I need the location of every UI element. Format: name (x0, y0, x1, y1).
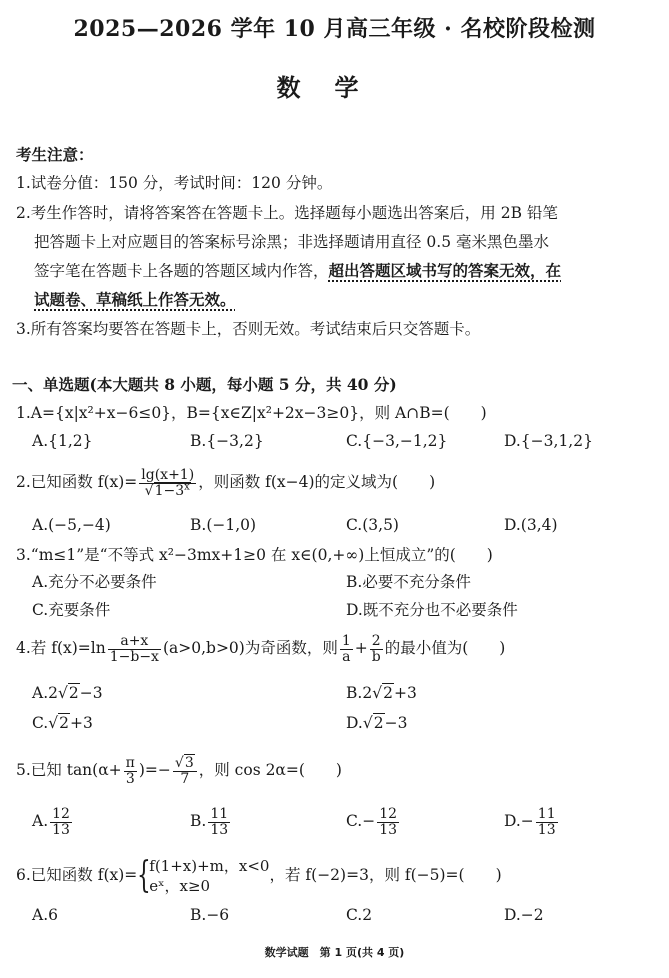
notice-item-2-line-3 (34, 260, 659, 282)
question-3-option-d: D.既不充分也不必要条件 (346, 601, 518, 619)
q5a-frac (50, 807, 72, 838)
question-5-option-b (190, 804, 232, 838)
notice-emphasis-2: 试题卷、草稿纸上作答无效。 (34, 290, 236, 309)
question-4-stem (16, 628, 659, 668)
question-6-option-a: A.6 (32, 906, 58, 924)
question-6-option-b: B.−6 (190, 906, 230, 924)
q5d-den: 13 (537, 821, 556, 838)
brace-symbol: { (137, 855, 152, 896)
q5b-den: 13 (210, 821, 229, 838)
question-5-pi-num: π (125, 754, 135, 771)
q4a-pre: A.2 (32, 684, 58, 702)
question-5-option-d (504, 804, 560, 838)
notice-item-2-line-4 (34, 289, 659, 311)
question-1-option-b: B.{−3,2} (190, 432, 264, 450)
q5b-frac (208, 807, 230, 838)
question-1-stem: 1.A={x|x²+x−6≤0}，B={x∈Z|x²+2x−3≥0}，则 A∩B=( ) (16, 404, 487, 422)
q4c-rad: 2 (59, 714, 69, 732)
question-4-stem-b: (a>0,b>0)为奇函数，则 (162, 639, 338, 657)
notice-emphasis-1: 超出答题区域书写的答案无效，在 (328, 261, 562, 280)
question-5-value-den: 7 (180, 770, 190, 787)
question-5-value-num: √3 (173, 756, 197, 772)
question-4-option-c: C.√2+3 (32, 714, 93, 732)
q5a-num: 12 (52, 805, 70, 822)
question-2-stem-a: 2.已知函数 f(x)= (16, 473, 138, 491)
subject-title: 数学 (276, 73, 393, 102)
question-6-case-2: eˣ，x≥0 (149, 877, 211, 895)
question-4-option-a: A.2√2−3 (32, 684, 103, 702)
q5a-den: 13 (52, 821, 70, 838)
exam-title: 2025—2026 学年 10 月高三年级 · 名校阶段检测 (73, 16, 596, 42)
q5c-pre: C.− (346, 812, 376, 830)
question-3-option-c: C.充要条件 (32, 601, 111, 619)
question-2-stem (16, 462, 659, 502)
question-4-numerator: a+x (108, 634, 161, 650)
notice-item-1: 1.试卷分值：150 分，考试时间：120 分钟。 (16, 174, 333, 192)
question-4-f2-denominator: b (371, 648, 381, 665)
question-2-stem-b: ，则函数 f(x−4)的定义域为( ) (198, 473, 436, 491)
question-3-option-b: B.必要不充分条件 (346, 573, 471, 591)
q4b-pre: B.2 (346, 684, 373, 702)
notice-item-2-line-1: 2.考生作答时，请将答案答在答题卡上。选择题每小题选出答案后，用 2B 铅笔 (16, 204, 558, 222)
q4d-post: −3 (384, 714, 408, 732)
question-2-denominator: $√1-3^x$ (144, 480, 190, 499)
question-5-option-c (346, 804, 401, 838)
question-4-f2-numerator: 2 (370, 634, 383, 650)
question-2-option-a: A.(−5,−4) (32, 516, 111, 534)
question-6-stem (16, 852, 659, 898)
question-4-fraction-1 (340, 634, 353, 665)
q4d-pre: D. (346, 714, 363, 732)
q5a-pre: A. (32, 812, 49, 830)
notice-item-2-line-3-text: 签字笔在答题卡上各题的答题区域内作答， (34, 262, 329, 280)
question-4-f1-denominator: a (342, 648, 351, 665)
q5c-num: 12 (379, 805, 398, 822)
question-4-option-b: B.2√2+3 (346, 684, 417, 702)
page-footer: 数学试题 第 1 页(共 4 页) (264, 946, 405, 959)
q5c-frac (377, 807, 399, 838)
q4b-rad: 2 (383, 684, 393, 702)
section-heading: 一、单选题(本大题共 8 小题，每小题 5 分，共 40 分) (12, 375, 397, 394)
question-4-fraction (108, 634, 161, 665)
question-5-stem-c: ，则 cos 2α=( ) (198, 761, 342, 779)
question-5-pi-fraction (124, 756, 137, 787)
notice-item-3: 3.所有答案均要答在答题卡上，否则无效。考试结束后只交答题卡。 (16, 320, 481, 338)
question-4-stem-a: 4.若 f(x)=ln (16, 639, 106, 657)
notice-item-2-line-2: 把答题卡上对应题目的答案标号涂黑；非选择题请用直径 0.5 毫米黑色墨水 (34, 233, 550, 251)
q5d-frac (536, 807, 558, 838)
question-4-f1-numerator: 1 (341, 632, 351, 649)
question-4-denominator: 1−b−x (109, 648, 159, 665)
q5d-num: 11 (537, 805, 556, 822)
q5b-pre: B. (190, 812, 207, 830)
q5d-pre: D.− (504, 812, 534, 830)
question-4-plus: + (354, 639, 368, 657)
question-1-option-a: A.{1,2} (32, 432, 93, 450)
q4a-post: −3 (79, 684, 103, 702)
q5c-den: 13 (379, 821, 398, 838)
question-6-stem-b: ，若 f(−2)=3，则 f(−5)=( ) (269, 866, 502, 884)
question-2-den-exp: x (184, 480, 190, 492)
question-5-pi-den: 3 (125, 770, 135, 787)
q4a-rad: 2 (68, 684, 79, 702)
q5b-num: 11 (210, 805, 229, 822)
question-5-stem-b: )=− (138, 761, 171, 779)
question-6-option-c: C.2 (346, 906, 373, 924)
question-2-option-c: C.(3,5) (346, 516, 399, 534)
question-5-root: 3 (184, 754, 194, 771)
question-6-piecewise (137, 856, 269, 896)
question-5-option-a (32, 804, 74, 838)
q4b-post: +3 (393, 684, 417, 702)
question-2-numerator: lg(x+1) (141, 466, 195, 483)
question-5-value-fraction (173, 756, 197, 787)
question-2-fraction (139, 468, 196, 499)
question-1-option-c: C.{−3,−1,2} (346, 432, 448, 450)
question-4-option-d: D.√2−3 (346, 714, 408, 732)
q4c-post: +3 (70, 714, 93, 732)
q4d-rad: 2 (373, 714, 384, 732)
question-5-stem-a: 5.已知 tan(α+ (16, 761, 122, 779)
q4c-pre: C. (32, 714, 49, 732)
question-4-fraction-2 (370, 634, 383, 665)
question-6-case-1: f(1+x)+m，x<0 (149, 857, 270, 875)
question-1-option-d: D.{−3,1,2} (504, 432, 593, 450)
question-4-stem-c: 的最小值为( ) (384, 639, 506, 657)
notice-heading: 考生注意： (16, 145, 94, 164)
question-5-stem (16, 750, 659, 790)
question-2-den-base: 1−3 (154, 482, 185, 499)
question-2-option-d: D.(3,4) (504, 516, 558, 534)
question-3-option-a: A.充分不必要条件 (32, 573, 157, 591)
question-6-stem-a: 6.已知函数 f(x)= (16, 866, 138, 884)
question-2-option-b: B.(−1,0) (190, 516, 257, 534)
question-6-option-d: D.−2 (504, 906, 544, 924)
question-3-stem: 3.“m≤1”是“不等式 x²−3mx+1≥0 在 x∈(0,+∞)上恒成立”的( ) (16, 546, 493, 564)
